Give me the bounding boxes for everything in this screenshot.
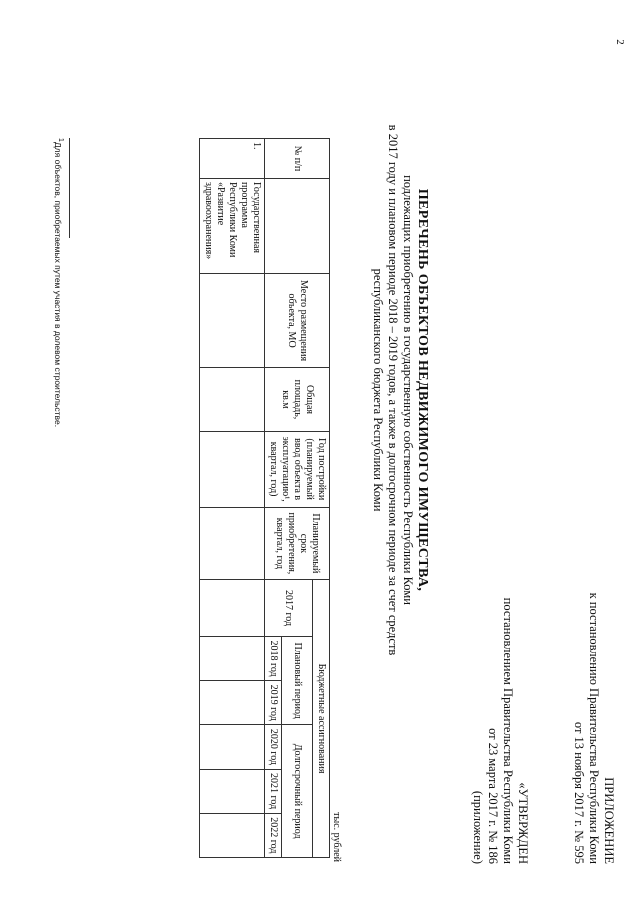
row-cell [200, 507, 265, 579]
header-area: Общая площадь, кв.м [265, 368, 330, 431]
row-num: 1. [200, 139, 265, 179]
table-row [200, 139, 265, 858]
row-cell [200, 580, 265, 637]
document-sheet [10, 10, 630, 890]
header-num: № п/п [265, 139, 330, 179]
objects-table [199, 138, 330, 858]
row-cell [200, 681, 265, 725]
title-line-2: подлежащих приобретению в государственную собственность Республики Коми [401, 175, 415, 605]
title-line-4: республиканского бюджета Республики Коми [371, 268, 385, 512]
appendix-block [571, 593, 616, 864]
footnote [53, 138, 64, 427]
units-label: тыс. рублей [331, 812, 342, 862]
header-budget: Бюджетные ассигнования [313, 580, 330, 858]
row-cell [200, 769, 265, 813]
approved-label: «УТВЕРЖДЕН [516, 782, 530, 864]
document-title: ПЕРЕЧЕНЬ ОБЪЕКТОВ НЕДВИЖИМОГО ИМУЩЕСТВА, [415, 188, 430, 592]
appendix-decree: к постановлению Правительства Республики Коми [587, 592, 601, 864]
footnote-marker: 1 [57, 138, 64, 142]
header-long-term: Долгосрочный период [282, 725, 313, 858]
header-acquisition: Планируемый срок приобретения, квартал, год [265, 507, 330, 579]
header-2022: 2022 год [265, 813, 282, 857]
title-line-3: в 2017 году и плановом периоде 2018 – 2019 годов, а также в долгосрочном периоде за счет средств [386, 124, 400, 656]
header-2018: 2018 год [265, 636, 282, 680]
row-cell [200, 725, 265, 769]
approved-note: (приложение) [471, 790, 485, 864]
row-cell [200, 813, 265, 857]
header-2021: 2021 год [265, 769, 282, 813]
row-cell [200, 431, 265, 507]
footnote-divider [69, 138, 70, 238]
header-planned-period: Плановый период [282, 636, 313, 724]
header-location: Место размещения объекта, МО [265, 273, 330, 368]
approved-block [470, 598, 530, 864]
row-name: Государственная программа Республики Коми «Развитие здравоохранения» [200, 178, 265, 273]
approved-decree: постановлением Правительства Республики Коми [501, 597, 515, 864]
header-2020: 2020 год [265, 725, 282, 769]
row-cell [200, 636, 265, 680]
header-year-built: Год постройки (планируемый ввод объекта в эксплуатацию¹, квартал, год) [265, 431, 330, 507]
title-block [370, 70, 430, 710]
header-2019: 2019 год [265, 681, 282, 725]
header-row-1 [313, 139, 330, 858]
row-cell [200, 368, 265, 431]
header-2017: 2017 год [265, 580, 313, 637]
header-name [265, 178, 330, 273]
approved-date: от 23 марта 2017 г. № 186 [486, 728, 500, 864]
footnote-text: Для объектов, приобретаемых путем участия в долевом строительстве. [53, 141, 64, 428]
row-cell [200, 273, 265, 368]
appendix-date: от 13 ноября 2017 г. № 595 [572, 721, 586, 864]
page-number: 2 [613, 39, 626, 45]
appendix-label: ПРИЛОЖЕНИЕ [602, 777, 616, 864]
